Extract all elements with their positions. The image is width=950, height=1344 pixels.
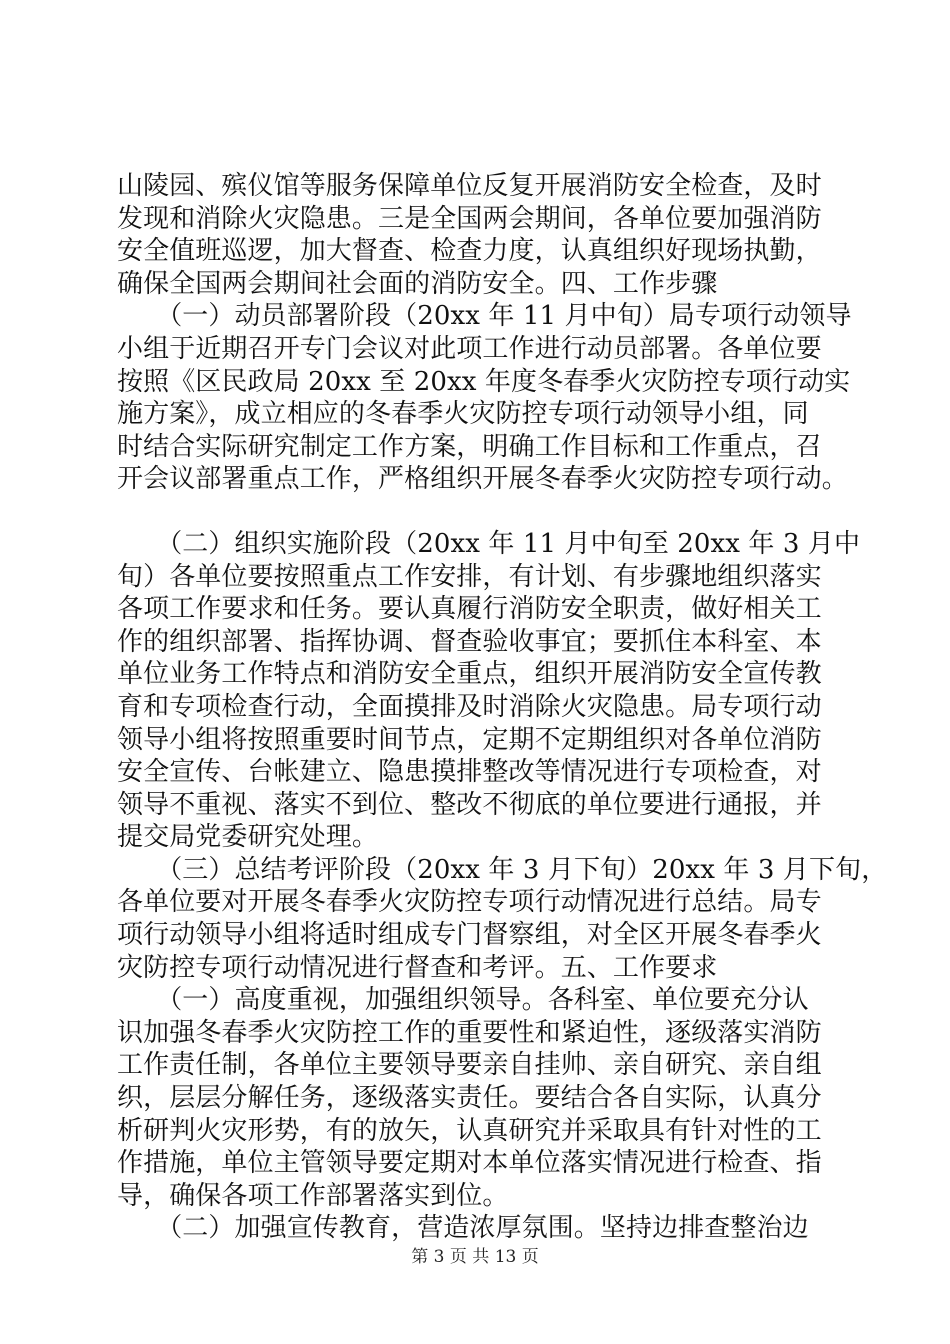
body-line: 小组于近期召开专门会议对此项工作进行动员部署。各单位要 bbox=[117, 333, 822, 364]
body-line: 识加强冬春季火灾防控工作的重要性和紧迫性，逐级落实消防 bbox=[117, 1017, 822, 1048]
body-line: 山陵园、殡仪馆等服务保障单位反复开展消防安全检查，及时 bbox=[117, 171, 822, 201]
body-line: 旬）各单位要按照重点工作安排，有计划、有步骤地组织落实 bbox=[117, 561, 822, 592]
body-line: 单位业务工作特点和消防安全重点，组织开展消防安全宣传教 bbox=[117, 659, 822, 690]
body-line: 安全宣传、台帐建立、隐患摸排整改等情况进行专项检查，对 bbox=[117, 757, 822, 788]
body-line: 各项工作要求和任务。要认真履行消防安全职责，做好相关工 bbox=[117, 594, 822, 625]
body-line: 提交局党委研究处理。 bbox=[117, 822, 379, 853]
page-footer: 第 3 页 共 13 页 bbox=[411, 1247, 539, 1267]
body-line: 作措施，单位主管领导要定期对本单位落实情况进行检查、指 bbox=[117, 1148, 822, 1179]
body-line: （一）高度重视，加强组织领导。各科室、单位要充分认 bbox=[117, 985, 809, 1016]
body-line: 作的组织部署、指挥协调、督查验收事宜；要抓住本科室、本 bbox=[117, 626, 822, 657]
body-line: （一）动员部署阶段（20xx 年 11 月中旬）局专项行动领导 bbox=[117, 301, 852, 332]
document-body bbox=[117, 170, 888, 1245]
body-line: 各单位要对开展冬春季火灾防控专项行动情况进行总结。局专 bbox=[117, 887, 822, 918]
body-line: （三）总结考评阶段（20xx 年 3 月下旬）20xx 年 3 月下旬， bbox=[117, 854, 888, 885]
body-line: 导，确保各项工作部署落实到位。 bbox=[117, 1180, 509, 1211]
body-line: 织，层层分解任务，逐级落实责任。要结合各自实际，认真分 bbox=[117, 1083, 822, 1114]
body-line: 灾防控专项行动情况进行督查和考评。五、工作要求 bbox=[117, 952, 718, 983]
body-line: 工作责任制，各单位主要领导要亲自挂帅、亲自研究、亲自组 bbox=[117, 1050, 822, 1081]
body-line: 育和专项检查行动，全面摸排及时消除火灾隐患。局专项行动 bbox=[117, 691, 822, 722]
body-line: 领导小组将按照重要时间节点，定期不定期组织对各单位消防 bbox=[117, 724, 822, 755]
body-line: 开会议部署重点工作，严格组织开展冬春季火灾防控专项行动。 bbox=[117, 464, 848, 495]
body-line: 按照《区民政局 20xx 至 20xx 年度冬春季火灾防控专项行动实 bbox=[117, 366, 851, 397]
body-line: 项行动领导小组将适时组成专门督察组，对全区开展冬春季火 bbox=[117, 920, 822, 951]
body-line: （二）加强宣传教育，营造浓厚氛围。坚持边排查整治边 bbox=[117, 1213, 809, 1244]
body-line: 施方案》，成立相应的冬春季火灾防控专项行动领导小组，同 bbox=[117, 399, 809, 430]
body-line: （二）组织实施阶段（20xx 年 11 月中旬至 20xx 年 3 月中 bbox=[117, 528, 861, 559]
body-line: 领导不重视、落实不到位、整改不彻底的单位要进行通报，并 bbox=[117, 789, 822, 820]
paragraph-gap bbox=[117, 496, 837, 528]
body-line: 确保全国两会期间社会面的消防安全。四、工作步骤 bbox=[117, 268, 718, 299]
body-line: 安全值班巡逻，加大督查、检查力度，认真组织好现场执勤， bbox=[117, 236, 822, 267]
body-line: 时结合实际研究制定工作方案，明确工作目标和工作重点，召 bbox=[117, 431, 822, 462]
body-line: 析研判火灾形势，有的放矢，认真研究并采取具有针对性的工 bbox=[117, 1115, 822, 1146]
body-line: 发现和消除火灾隐患。三是全国两会期间，各单位要加强消防 bbox=[117, 203, 822, 234]
